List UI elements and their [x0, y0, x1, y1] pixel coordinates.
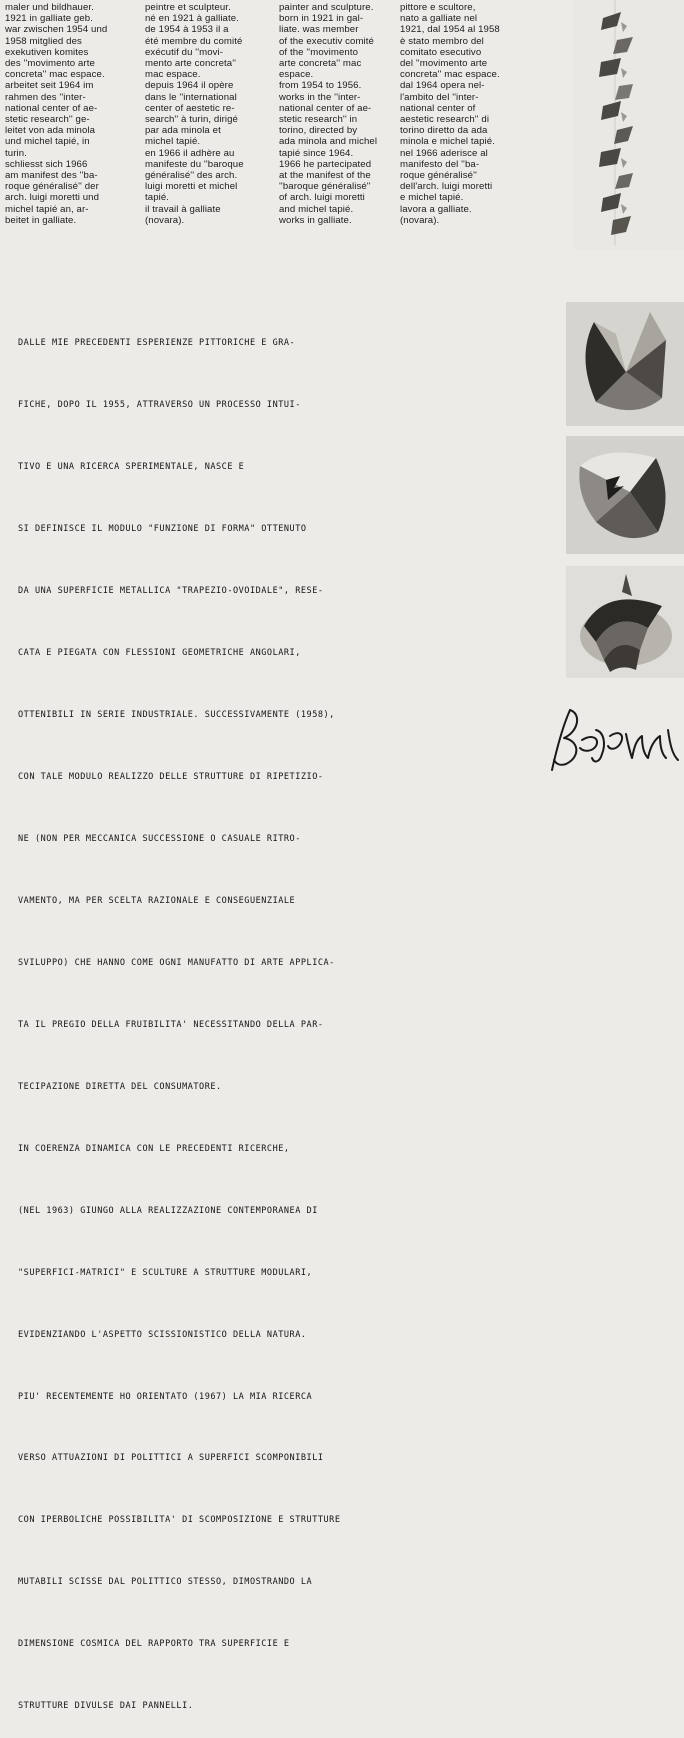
- statement-line: VAMENTO, MA PER SCELTA RAZIONALE E CONSEGUENZIALE: [18, 895, 296, 906]
- statement-line: EVIDENZIANDO L'ASPETTO SCISSIONISTICO DELLA NATURA.: [18, 1329, 307, 1340]
- statement-line: CATA E PIEGATA CON FLESSIONI GEOMETRICHE ANGOLARI,: [18, 648, 301, 659]
- bio-column-french: peintre et sculpteur. né en 1921 à galliate. de 1954 à 1953 il a été membre du comité exécutif du ''movi- mento arte concreta'' mac espace. depuis 1964 il opère dans le ''international center of aestetic re- search'' à turin, dirigé par ada minola et michel tapié. en 1966 il adhère au manifeste du ''baroque généralisé'' des arch. luigi moretti et michel tapié. il travail à galliate (novara).: [145, 2, 244, 226]
- statement-line: DALLE MIE PRECEDENTI ESPERIENZE PITTORICHE E GRA-: [18, 338, 296, 349]
- bio-column-english: painter and sculpture. born in 1921 in gal- liate. was member of the executiv comité of the ''movimento arte concreta'' mac espace. from 1954 to 1956. works in the ''inter- national center of ae- stetic research'' in torino, directed by ada minola and michel tapié since 1964. 1966 he partecipated at the manifest of the ''baroque généralisé'' of arch. luigi moretti and michel tapié. works in galliate.: [279, 2, 378, 226]
- statement-line: OTTENIBILI IN SERIE INDUSTRIALE. SUCCESSIVAMENTE (1958),: [18, 710, 335, 721]
- statement-line: "SUPERFICI-MATRICI" E SCULTURE A STRUTTURE MODULARI,: [18, 1267, 313, 1278]
- statement-line: TIVO E UNA RICERCA SPERIMENTALE, NASCE E: [18, 462, 245, 473]
- statement-line: TECIPAZIONE DIRETTA DEL CONSUMATORE.: [18, 1081, 222, 1092]
- statement-line: PIU' RECENTEMENTE HO ORIENTATO (1967) LA MIA RICERCA: [18, 1391, 313, 1402]
- statement-line: DIMENSIONE COSMICA DEL RAPPORTO TRA SUPERFICIE E: [18, 1639, 290, 1650]
- statement-line: MUTABILI SCISSE DAL POLITTICO STESSO, DIMOSTRANDO LA: [18, 1577, 313, 1588]
- statement-line: STRUTTURE DIVULSE DAI PANNELLI.: [18, 1701, 194, 1712]
- statement-line: CON IPERBOLICHE POSSIBILITA' DI SCOMPOSIZIONE E STRUTTURE: [18, 1515, 341, 1526]
- handwritten-statement: [18, 292, 517, 1738]
- statement-line: TA IL PREGIO DELLA FRUIBILITA' NECESSITANDO DELLA PAR-: [18, 1019, 324, 1030]
- statement-line: IN COERENZA DINAMICA CON LE PRECEDENTI RICERCHE,: [18, 1143, 290, 1154]
- bio-column-italian: pittore e scultore, nato a galliate nel 1921, dal 1954 al 1958 è stato membro del comitato esecutivo del ''movimento arte concreta'' mac espace. dal 1964 opera nel- l'ambito del ''inter- national center of aestetic research'' di torino diretto da ada minola e michel tapié. nel 1966 aderisce al manifesto del ''ba- roque généralisé'' dell'arch. luigi moretti e michel tapié. lavora a galliate. (novara).: [400, 2, 500, 226]
- spiral-metal-sculpture-photo: [566, 566, 684, 678]
- vertical-modular-sculpture-photo: [573, 0, 684, 250]
- folded-metal-module-photo: [566, 302, 684, 426]
- bio-column-german: maler und bildhauer. 1921 in galliate geb. war zwischen 1954 und 1958 mitglied des exekutiven komites des ''movimento arte concreta'' mac espace. arbeitet seit 1964 im rahmen des ''inter- national center of ae- stetic research'' ge- leitet von ada minola und michel tapié, in turin. schliesst sich 1966 am manifest des ''ba- roque généralisé'' der arch. luigi moretti und michel tapié an, ar- beitet in galliate.: [5, 2, 108, 226]
- statement-line: FICHE, DOPO IL 1955, ATTRAVERSO UN PROCESSO INTUI-: [18, 400, 301, 411]
- statement-line: VERSO ATTUAZIONI DI POLITTICI A SUPERFICI SCOMPONIBILI: [18, 1453, 324, 1464]
- statement-line: SVILUPPO) CHE HANNO COME OGNI MANUFATTO DI ARTE APPLICA-: [18, 957, 335, 968]
- angular-module-composition-photo: [566, 436, 684, 554]
- statement-line: DA UNA SUPERFICIE METALLICA "TRAPEZIO-OVOIDALE", RESE-: [18, 586, 324, 597]
- statement-line: SI DEFINISCE IL MODULO "FUNZIONE DI FORMA" OTTENUTO: [18, 524, 307, 535]
- artist-signature: [548, 700, 684, 788]
- statement-line: NE (NON PER MECCANICA SUCCESSIONE O CASUALE RITRO-: [18, 833, 301, 844]
- statement-line: CON TALE MODULO REALIZZO DELLE STRUTTURE DI RIPETIZIO-: [18, 771, 324, 782]
- statement-line: (NEL 1963) GIUNGO ALLA REALIZZAZIONE CONTEMPORANEA DI: [18, 1205, 318, 1216]
